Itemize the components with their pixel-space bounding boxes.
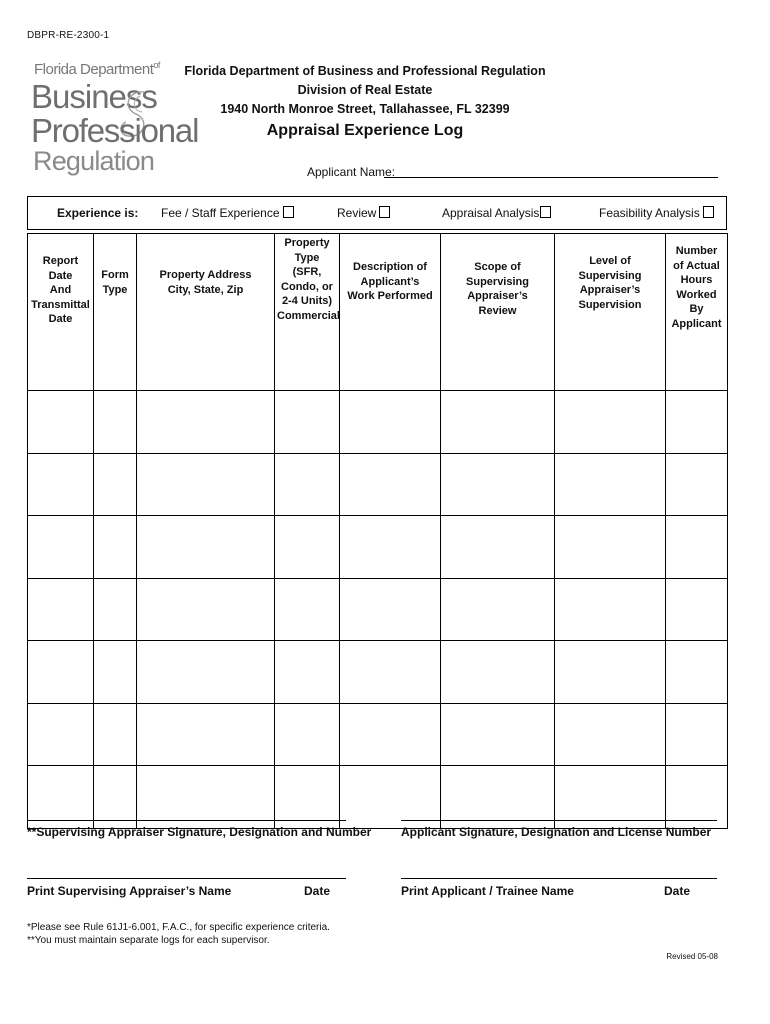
table-row	[28, 453, 728, 516]
logo-line-4: Regulation	[33, 146, 155, 176]
applicant-signature-line[interactable]	[401, 820, 717, 821]
option-review[interactable]: Review	[337, 206, 390, 220]
table-cell[interactable]	[441, 516, 555, 579]
table-cell[interactable]	[666, 453, 728, 516]
table-row	[28, 766, 728, 829]
table-cell[interactable]	[666, 578, 728, 641]
revised-date: Revised 05-08	[666, 952, 718, 961]
applicant-signature-label: Applicant Signature, Designation and License Number	[401, 825, 712, 839]
table-cell[interactable]	[94, 766, 137, 829]
table-cell[interactable]	[340, 766, 441, 829]
table-cell[interactable]	[340, 453, 441, 516]
table-cell[interactable]	[137, 703, 275, 766]
review-checkbox[interactable]	[379, 206, 390, 218]
column-header: Form Type	[94, 234, 137, 391]
table-cell[interactable]	[137, 516, 275, 579]
table-cell[interactable]	[94, 703, 137, 766]
table-cell[interactable]	[666, 703, 728, 766]
table-cell[interactable]	[275, 516, 340, 579]
column-header: Report Date And Transmittal Date	[28, 234, 94, 391]
table-cell[interactable]	[340, 641, 441, 704]
column-header: Scope of Supervising Appraiser’s Review	[441, 234, 555, 391]
table-cell[interactable]	[441, 453, 555, 516]
table-header-row	[28, 234, 728, 391]
table-cell[interactable]	[275, 453, 340, 516]
table-cell[interactable]	[137, 391, 275, 454]
applicant-print-line[interactable]	[401, 878, 717, 879]
table-cell[interactable]	[555, 766, 666, 829]
option-feasibility-analysis[interactable]: Feasibility Analysis	[599, 206, 714, 220]
applicant-date-label: Date	[664, 884, 691, 898]
table-cell[interactable]	[28, 453, 94, 516]
table-cell[interactable]	[94, 516, 137, 579]
table-row	[28, 641, 728, 704]
option-appraisal-analysis[interactable]: Appraisal Analysis	[442, 206, 551, 220]
table-cell[interactable]	[441, 578, 555, 641]
table-cell[interactable]	[555, 453, 666, 516]
agency-name: Florida Department of Business and Professional Regulation	[184, 64, 546, 78]
form-title: Appraisal Experience Log	[266, 122, 464, 139]
column-header: Property Address City, State, Zip	[137, 234, 275, 391]
table-cell[interactable]	[137, 766, 275, 829]
supervisor-signature-line[interactable]	[27, 820, 346, 821]
column-header: Number of Actual Hours Worked By Applicant	[666, 234, 728, 391]
table-cell[interactable]	[28, 703, 94, 766]
table-cell[interactable]	[441, 641, 555, 704]
option-fee-staff[interactable]: Fee / Staff Experience	[161, 206, 294, 220]
table-cell[interactable]	[275, 641, 340, 704]
table-cell[interactable]	[555, 391, 666, 454]
table-row	[28, 391, 728, 454]
column-header: Description of Applicant’s Work Performed	[340, 234, 441, 391]
table-cell[interactable]	[28, 391, 94, 454]
form-id: DBPR-RE-2300-1	[27, 30, 110, 41]
table-cell[interactable]	[666, 516, 728, 579]
supervisor-date-label: Date	[304, 884, 331, 898]
table-cell[interactable]	[666, 641, 728, 704]
table-cell[interactable]	[666, 391, 728, 454]
table-cell[interactable]	[441, 766, 555, 829]
dbpr-logo	[30, 58, 199, 183]
table-cell[interactable]	[275, 766, 340, 829]
footnote-2: **You must maintain separate logs for each supervisor.	[27, 935, 270, 946]
column-header: Property Type (SFR, Condo, or 2-4 Units) Commercial	[275, 234, 340, 391]
column-header: Level of Supervising Appraiser’s Supervision	[555, 234, 666, 391]
applicant-name-field[interactable]	[384, 177, 718, 178]
table-cell[interactable]	[137, 453, 275, 516]
table-cell[interactable]	[555, 578, 666, 641]
experience-type-box	[27, 196, 727, 230]
table-cell[interactable]	[340, 391, 441, 454]
supervisor-print-label: Print Supervising Appraiser’s Name	[27, 884, 232, 898]
table-cell[interactable]	[28, 516, 94, 579]
table-cell[interactable]	[137, 641, 275, 704]
table-row	[28, 703, 728, 766]
table-cell[interactable]	[441, 703, 555, 766]
experience-log-table	[27, 233, 728, 829]
table-cell[interactable]	[666, 766, 728, 829]
footnote-1: *Please see Rule 61J1-6.001, F.A.C., for specific experience criteria.	[27, 922, 330, 933]
logo-line-1: Florida Department$^{of}$	[34, 60, 160, 78]
table-cell[interactable]	[28, 766, 94, 829]
table-cell[interactable]	[275, 391, 340, 454]
table-row	[28, 516, 728, 579]
table-cell[interactable]	[340, 516, 441, 579]
table-cell[interactable]	[94, 453, 137, 516]
supervisor-print-line[interactable]	[27, 878, 346, 879]
table-cell[interactable]	[275, 703, 340, 766]
table-cell[interactable]	[340, 703, 441, 766]
agency-address: 1940 North Monroe Street, Tallahassee, FL 32399	[220, 102, 510, 116]
supervisor-signature-label: **Supervising Appraiser Signature, Designation and Number	[27, 825, 372, 839]
table-cell[interactable]	[28, 641, 94, 704]
experience-label: Experience is:	[57, 206, 139, 220]
table-cell[interactable]	[94, 641, 137, 704]
table-cell[interactable]	[137, 578, 275, 641]
form-header	[170, 62, 560, 142]
division-name: Division of Real Estate	[297, 83, 433, 97]
table-cell[interactable]	[28, 578, 94, 641]
table-cell[interactable]	[340, 578, 441, 641]
table-cell[interactable]	[555, 516, 666, 579]
table-cell[interactable]	[555, 641, 666, 704]
table-cell[interactable]	[94, 391, 137, 454]
table-cell[interactable]	[94, 578, 137, 641]
logo-line-3: Professional	[31, 112, 199, 149]
table-cell[interactable]	[555, 703, 666, 766]
table-cell[interactable]	[275, 578, 340, 641]
logo-line-2: Business	[31, 78, 157, 115]
applicant-name-label: Applicant Name:	[307, 165, 396, 179]
feasibility-analysis-checkbox[interactable]	[703, 206, 714, 218]
appraisal-analysis-checkbox[interactable]	[540, 206, 551, 218]
table-cell[interactable]	[441, 391, 555, 454]
table-row	[28, 578, 728, 641]
fee-staff-checkbox[interactable]	[283, 206, 294, 218]
applicant-print-label: Print Applicant / Trainee Name	[401, 884, 574, 898]
